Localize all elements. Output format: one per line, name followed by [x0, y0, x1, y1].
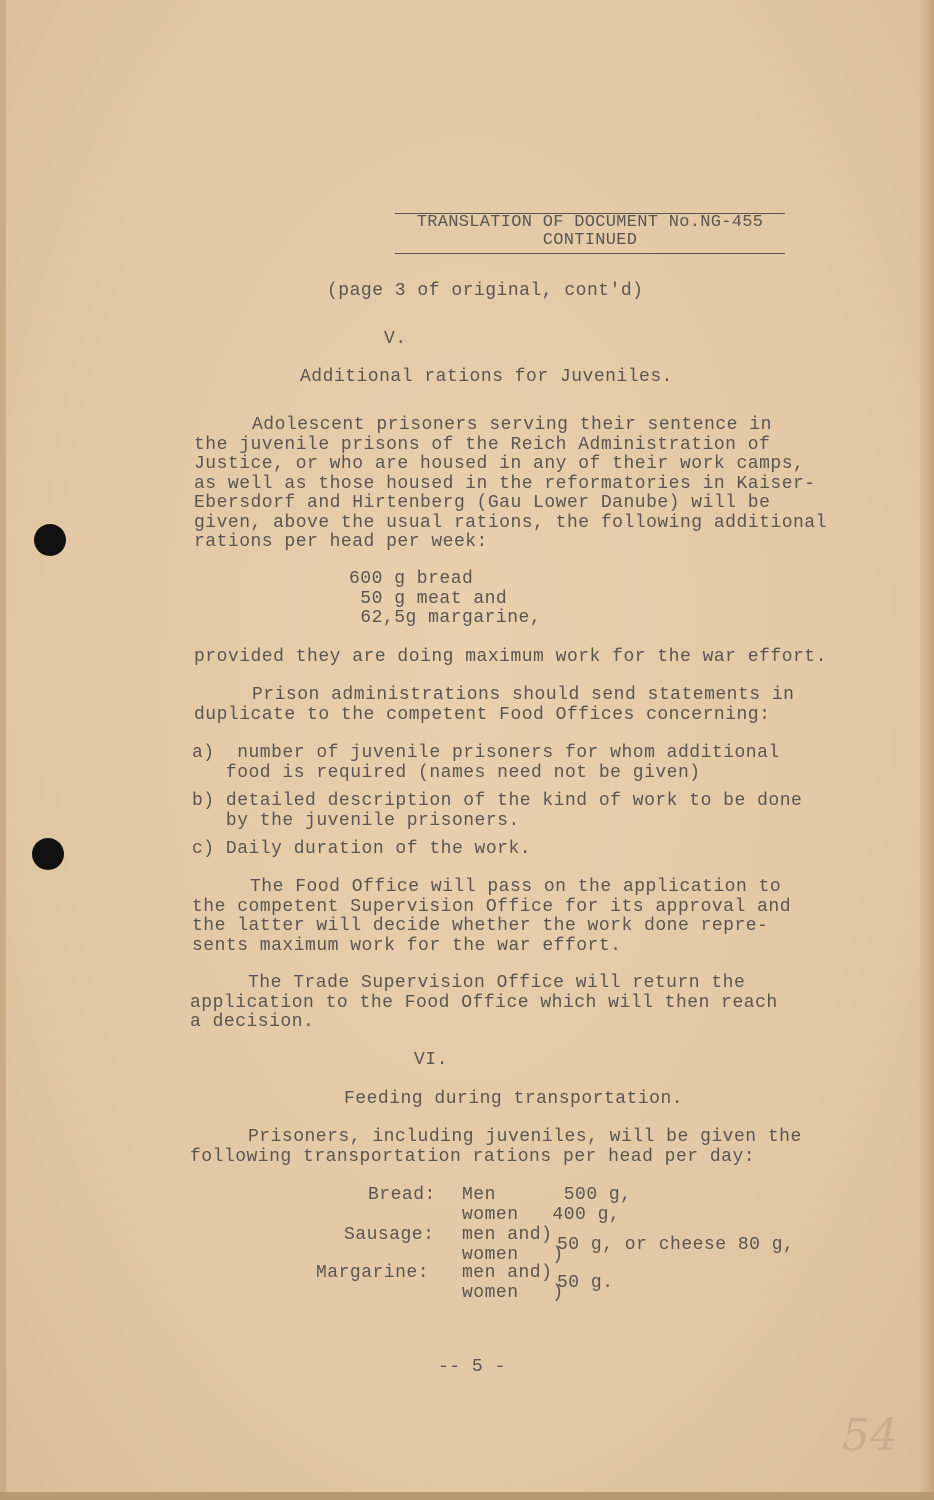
section-6-numeral: VI.: [414, 1050, 448, 1070]
bread-label: Bread:: [368, 1185, 436, 1205]
proviso-line: provided they are doing maximum work for the war effort.: [194, 647, 827, 667]
list-item-b: [192, 792, 802, 831]
text-line: c) Daily duration of the work.: [192, 839, 532, 859]
section-5-paragraph-3: [192, 878, 791, 956]
section-6-paragraph-1: [190, 1128, 802, 1167]
text-line: The Food Office will pass on the application to: [250, 877, 782, 897]
section-5-paragraph-2: [194, 686, 794, 725]
text-line: Prison administrations should send statements in: [252, 685, 795, 705]
text-line: a decision.: [190, 1012, 315, 1032]
text-line: food is required (names need not be given): [192, 762, 701, 783]
section-5-numeral: V.: [384, 329, 407, 349]
text-line: following transportation rations per head per day:: [190, 1146, 756, 1167]
ration-item: 62,5g margarine,: [349, 608, 542, 628]
text-line: application to the Food Office which will then reach: [190, 992, 778, 1013]
page-edge-left: [0, 0, 6, 1500]
text-line: a) number of juvenile prisoners for whom additional: [192, 743, 780, 763]
sausage-label: Sausage:: [344, 1225, 435, 1245]
sausage-recipients: [462, 1226, 564, 1265]
text-line: as well as those housed in the reformatories in Kaiser-: [194, 473, 816, 494]
text-line: by the juvenile prisoners.: [192, 810, 520, 831]
text-line: duplicate to the competent Food Offices concerning:: [194, 704, 771, 725]
recipient-row: women ): [462, 1244, 564, 1265]
additional-rations-list: [349, 570, 541, 629]
text-line: sents maximum work for the war effort.: [192, 935, 622, 956]
page-number: -- 5 -: [438, 1357, 506, 1377]
sausage-value: 50 g, or cheese 80 g,: [557, 1235, 795, 1255]
section-5-paragraph-1: [194, 416, 827, 553]
margarine-recipients: [462, 1264, 564, 1303]
page-edge-bottom: [0, 1492, 934, 1500]
section-6-heading: Feeding during transportation.: [344, 1089, 684, 1109]
bread-values: [462, 1186, 632, 1225]
handwritten-page-mark: 54: [842, 1410, 898, 1461]
text-line: the juvenile prisons of the Reich Administration of: [194, 434, 771, 455]
text-line: rations per head per week:: [194, 532, 488, 552]
punch-hole-upper: [34, 524, 66, 556]
recipient-row: men and): [462, 1263, 553, 1283]
margarine-label: Margarine:: [316, 1263, 430, 1283]
text-line: the competent Supervision Office for its approval and: [192, 896, 791, 917]
header-rule-bottom: [395, 253, 785, 254]
section-5-paragraph-4: [190, 974, 778, 1033]
ration-item: 50 g meat and: [349, 588, 508, 609]
header-line-1: TRANSLATION OF DOCUMENT No.NG-455: [416, 213, 764, 232]
text-line: Ebersdorf and Hirtenberg (Gau Lower Danube) will be: [194, 493, 771, 513]
text-line: Justice, or who are housed in any of their work camps,: [194, 454, 805, 474]
section-5-heading: Additional rations for Juveniles.: [300, 367, 673, 387]
recipient-row: women ): [462, 1282, 564, 1303]
text-line: The Trade Supervision Office will return the: [248, 973, 746, 993]
text-line: b) detailed description of the kind of work to be done: [192, 791, 803, 811]
recipient-row: men and): [462, 1225, 553, 1245]
header-line-2: CONTINUED: [542, 231, 638, 250]
ration-item: 600 g bread: [349, 569, 474, 589]
text-line: Adolescent prisoners serving their sentence in: [252, 415, 772, 435]
margarine-value: 50 g.: [557, 1273, 614, 1293]
text-line: Prisoners, including juveniles, will be given the: [248, 1127, 802, 1147]
bread-row: Men 500 g,: [462, 1185, 632, 1205]
text-line: given, above the usual rations, the following additional: [194, 512, 827, 533]
list-item-c: [192, 840, 531, 860]
punch-hole-lower: [32, 838, 64, 870]
text-line: the latter will decide whether the work done repre-: [192, 916, 769, 936]
bread-row: women 400 g,: [462, 1204, 621, 1225]
page-edge-right: [920, 0, 934, 1500]
page-reference: (page 3 of original, cont'd): [327, 281, 644, 301]
document-header: [395, 214, 785, 250]
list-item-a: [192, 744, 780, 783]
